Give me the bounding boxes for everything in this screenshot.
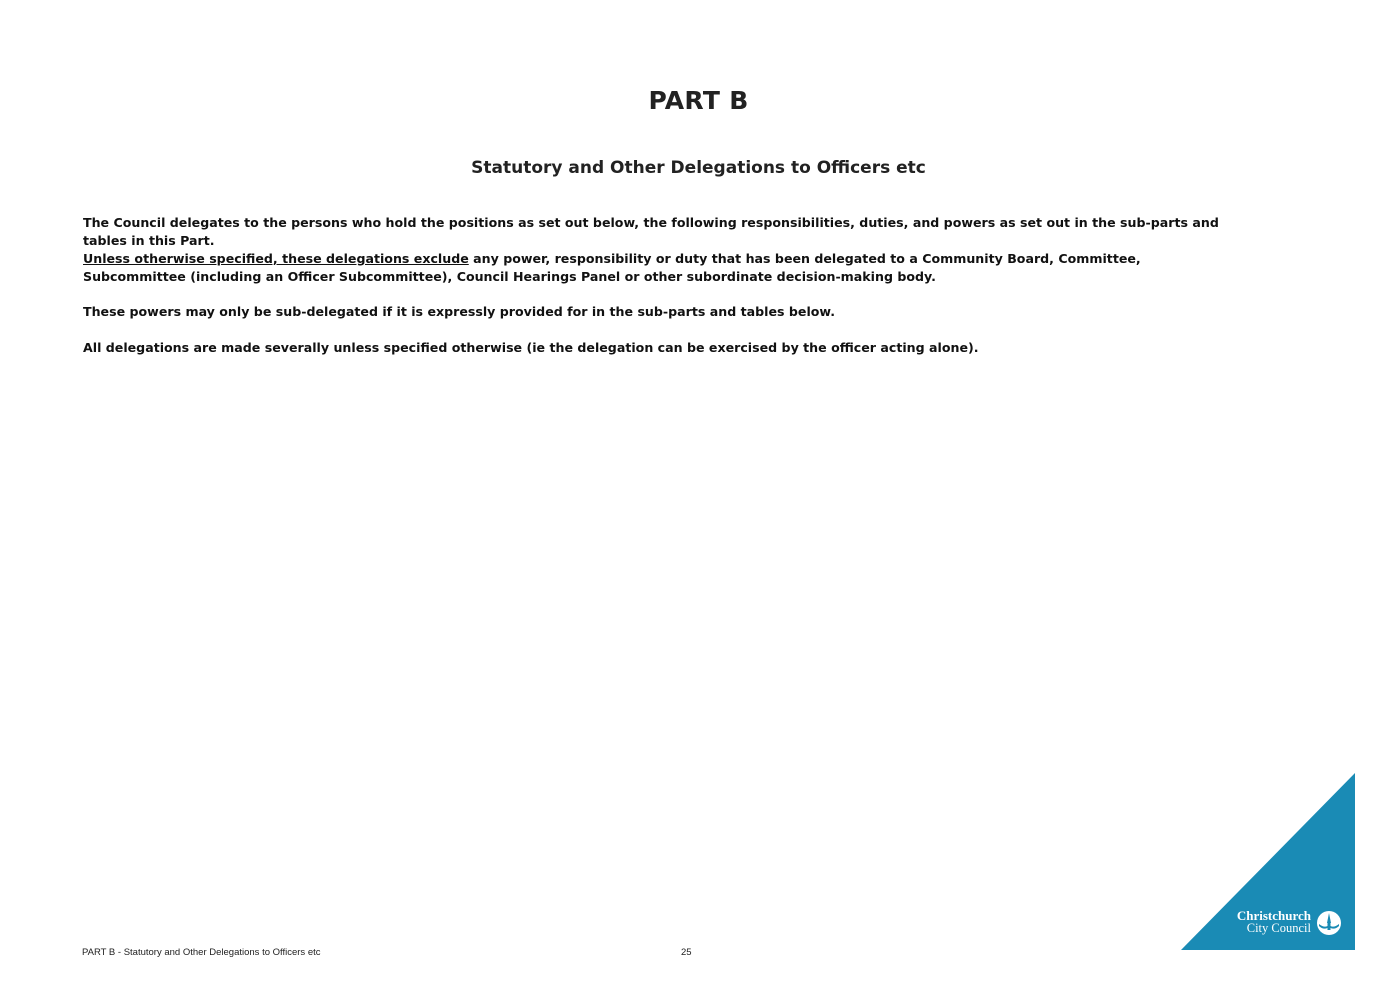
exclusion-text: any power, responsibility or duty that has been delegated to a Community Board, Committee, Subcommittee (including an Officer Subcommittee), Council Hearings Panel or other subordinate decision-making body.	[83, 251, 1141, 284]
logo-line-2: City Council	[1246, 921, 1311, 935]
paragraph-several-delegation: All delegations are made severally unless specified otherwise (ie the delegation can be exercised by the officer acting alone).	[83, 340, 979, 355]
council-logo	[1181, 773, 1355, 950]
footer-page-number: 25	[681, 947, 692, 958]
paragraph-delegation-exclusions	[83, 250, 1243, 286]
paragraph-delegation-scope: The Council delegates to the persons who hold the positions as set out below, the following responsibilities, duties, and powers as set out in the sub-parts and tables in this Part.	[83, 215, 1219, 248]
cathedral-spire-icon	[1316, 910, 1342, 936]
footer-section-label: PART B - Statutory and Other Delegations to Officers etc	[82, 947, 321, 958]
page-subtitle: Statutory and Other Delegations to Officers etc	[471, 158, 926, 178]
logo-wordmark	[1237, 910, 1311, 934]
page-title: PART B	[648, 86, 749, 115]
paragraph-sub-delegation: These powers may only be sub-delegated if it is expressly provided for in the sub-parts and tables below.	[83, 304, 836, 319]
logo-line-1: Christchurch	[1236, 908, 1311, 923]
exclusion-underlined-text: Unless otherwise specified, these delegations exclude	[83, 251, 469, 266]
